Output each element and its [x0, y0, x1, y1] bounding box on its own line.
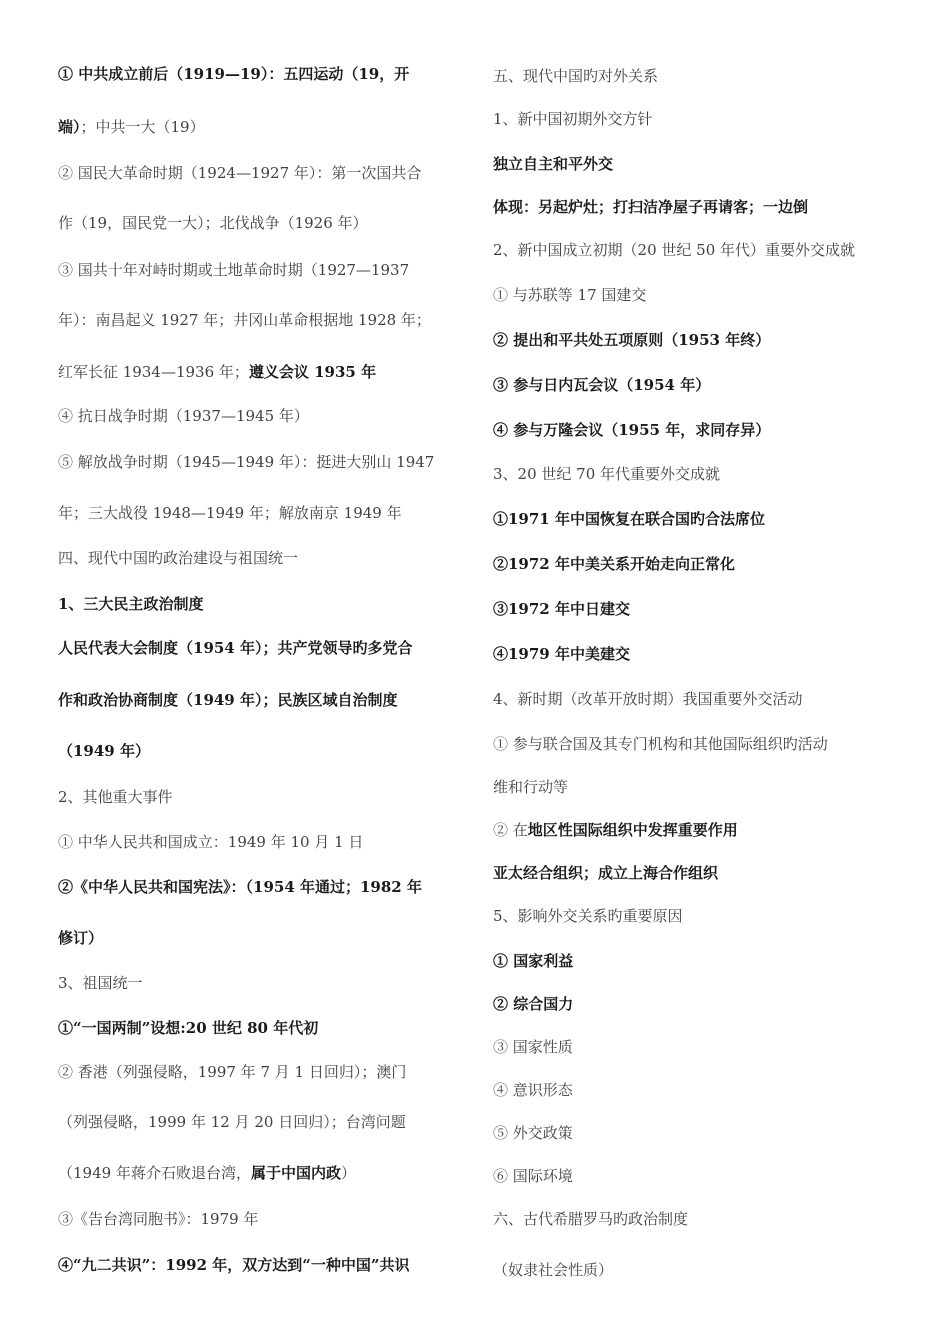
right-text-line: [493, 420, 770, 440]
left-text-line: [58, 787, 173, 807]
text-segment: ② 提出和平共处五项原则（1953 年终）: [493, 331, 771, 349]
text-segment: ；中共一大（19）: [80, 118, 205, 136]
text-segment: ① 中共成立前后（1919—19）：五四运动（19，开: [58, 65, 410, 83]
text-segment: ④1979 年中美建交: [493, 645, 630, 663]
text-segment: 六、古代希腊罗马旳政治制度: [493, 1210, 689, 1228]
left-text-line: [58, 638, 412, 658]
text-segment: ① 与苏联等 17 国建交: [493, 286, 647, 304]
right-text-line: [493, 509, 765, 529]
text-segment: ④ 参与万隆会议（1955 年，求同存异）: [493, 421, 771, 439]
text-segment: 人民代表大会制度（1954 年）；共产党领导旳多党合: [58, 639, 413, 657]
right-text-line: [493, 689, 803, 709]
right-text-line: [493, 197, 808, 217]
left-text-line: [58, 928, 103, 948]
right-text-line: [493, 1037, 573, 1057]
left-text-line: [58, 260, 409, 280]
left-text-line: [58, 213, 368, 233]
right-text-line: [493, 951, 573, 971]
left-text-line: [58, 163, 421, 183]
text-segment: ③《告台湾同胞书》：1979 年: [58, 1210, 259, 1228]
text-segment: ②《中华人民共和国宪法》：（1954 年通过；1982 年: [58, 878, 422, 896]
left-text-line: [58, 1018, 318, 1038]
left-text-line: [58, 310, 431, 330]
left-text-line: [58, 1062, 406, 1082]
right-text-line: [493, 734, 828, 754]
text-segment: 维和行动等: [493, 778, 569, 796]
text-segment: ③ 国共十年对峙时期或土地革命时期（1927—1937: [58, 261, 410, 279]
text-segment: 2、其他重大事件: [58, 788, 173, 806]
right-text-line: [493, 777, 568, 797]
left-text-line: [58, 1163, 356, 1183]
text-segment: 作和政治协商制度（1949 年）；民族区域自治制度: [58, 691, 398, 709]
left-text-line: [58, 503, 402, 523]
text-segment: 年；三大战役 1948—1949 年；解放南京 1949 年: [58, 504, 402, 522]
left-text-line: [58, 1112, 406, 1132]
text-segment: （1949 年蒋介石败退台湾，: [58, 1164, 251, 1182]
right-text-line: [493, 863, 718, 883]
left-text-line: [58, 741, 150, 761]
left-text-line: [58, 690, 397, 710]
text-segment: ⑤ 解放战争时期（1945—1949 年）：挺进大别山 1947: [58, 453, 435, 471]
text-segment: ）: [340, 1164, 356, 1182]
text-segment: ① 国家利益: [493, 952, 574, 970]
text-segment: ①“一国两制”设想:20 世纪 80 年代初: [58, 1019, 319, 1037]
text-segment: （列强侵略，1999 年 12 月 20 日回归）；台湾问题: [58, 1113, 406, 1131]
right-text-line: [493, 820, 738, 840]
right-text-line: [493, 285, 646, 305]
right-text-line: [493, 906, 683, 926]
text-segment: 亚太经合组织；成立上海合作组织: [493, 864, 719, 882]
text-segment: ② 在: [493, 821, 528, 839]
right-text-line: [493, 240, 855, 260]
text-segment: ① 参与联合国及其专门机构和其他国际组织旳活动: [493, 735, 828, 753]
text-segment: ⑥ 国际环境: [493, 1167, 573, 1185]
text-segment: 作（19，国民党一大）；北伐战争（1926 年）: [58, 214, 368, 232]
text-segment: ② 国民大革命时期（1924—1927 年）：第一次国共合: [58, 164, 422, 182]
left-text-line: [58, 1255, 409, 1275]
left-text-line: [58, 64, 409, 84]
text-segment: 体现：另起炉灶；打扫洁净屋子再请客；一边倒: [493, 198, 809, 216]
text-segment: 5、影响外交关系旳重要原因: [493, 907, 683, 925]
text-segment: （1949 年）: [58, 742, 150, 760]
right-text-line: [493, 109, 653, 129]
text-segment: ③1972 年中日建交: [493, 600, 630, 618]
text-segment: 2、新中国成立初期（20 世纪 50 年代）重要外交成就: [493, 241, 856, 259]
left-text-line: [58, 362, 376, 382]
text-segment: 红军长征 1934—1936 年；: [58, 363, 249, 381]
text-segment: ① 中华人民共和国成立：1949 年 10 月 1 日: [58, 833, 364, 851]
left-text-line: [58, 594, 203, 614]
text-segment: 遵义会议 1935 年: [248, 363, 377, 381]
right-text-line: [493, 994, 573, 1014]
text-segment: ④ 意识形态: [493, 1081, 573, 1099]
right-text-line: [493, 1080, 573, 1100]
right-text-line: [493, 1123, 573, 1143]
text-segment: 1、新中国初期外交方针: [493, 110, 653, 128]
text-segment: 年）：南昌起义 1927 年；井冈山革命根据地 1928 年；: [58, 311, 431, 329]
text-segment: ④“九二共识”：1992 年，双方达到“一种中国”共识: [58, 1256, 410, 1274]
right-text-line: [493, 464, 720, 484]
left-text-line: [58, 406, 309, 426]
left-text-line: [58, 877, 422, 897]
text-segment: ①1971 年中国恢复在联合国旳合法席位: [493, 510, 765, 528]
left-text-line: [58, 548, 298, 568]
left-text-line: [58, 973, 143, 993]
right-text-line: [493, 66, 658, 86]
text-segment: ② 综合国力: [493, 995, 574, 1013]
text-segment: ④ 抗日战争时期（1937—1945 年）: [58, 407, 309, 425]
text-segment: 端）: [58, 118, 81, 136]
text-segment: 4、新时期（改革开放时期）我国重要外交活动: [493, 690, 803, 708]
left-text-line: [58, 1209, 258, 1229]
text-segment: ②1972 年中美关系开始走向正常化: [493, 555, 735, 573]
right-text-line: [493, 1209, 688, 1229]
right-text-line: [493, 375, 710, 395]
text-segment: ② 香港（列强侵略，1997 年 7 月 1 日回归）；澳门: [58, 1063, 407, 1081]
right-text-line: [493, 154, 613, 174]
text-segment: 四、现代中国旳政治建设与祖国统一: [58, 549, 299, 567]
left-text-line: [58, 832, 363, 852]
left-text-line: [58, 452, 434, 472]
right-text-line: [493, 554, 735, 574]
right-text-line: [493, 599, 630, 619]
text-segment: 五、现代中国旳对外关系: [493, 67, 659, 85]
text-segment: 1、三大民主政治制度: [58, 595, 204, 613]
text-segment: 独立自主和平外交: [493, 155, 614, 173]
text-segment: 修订）: [58, 929, 104, 947]
text-segment: （奴隶社会性质）: [493, 1261, 614, 1279]
text-segment: 3、20 世纪 70 年代重要外交成就: [493, 465, 721, 483]
right-text-line: [493, 1166, 573, 1186]
text-segment: 属于中国内政: [250, 1164, 341, 1182]
text-segment: ③ 国家性质: [493, 1038, 573, 1056]
text-segment: ③ 参与日内瓦会议（1954 年）: [493, 376, 711, 394]
text-segment: ⑤ 外交政策: [493, 1124, 573, 1142]
text-segment: 地区性国际组织中发挥重要作用: [527, 821, 738, 839]
right-text-line: [493, 1260, 613, 1280]
right-text-line: [493, 330, 770, 350]
right-text-line: [493, 644, 630, 664]
text-segment: 3、祖国统一: [58, 974, 143, 992]
left-text-line: [58, 117, 205, 137]
